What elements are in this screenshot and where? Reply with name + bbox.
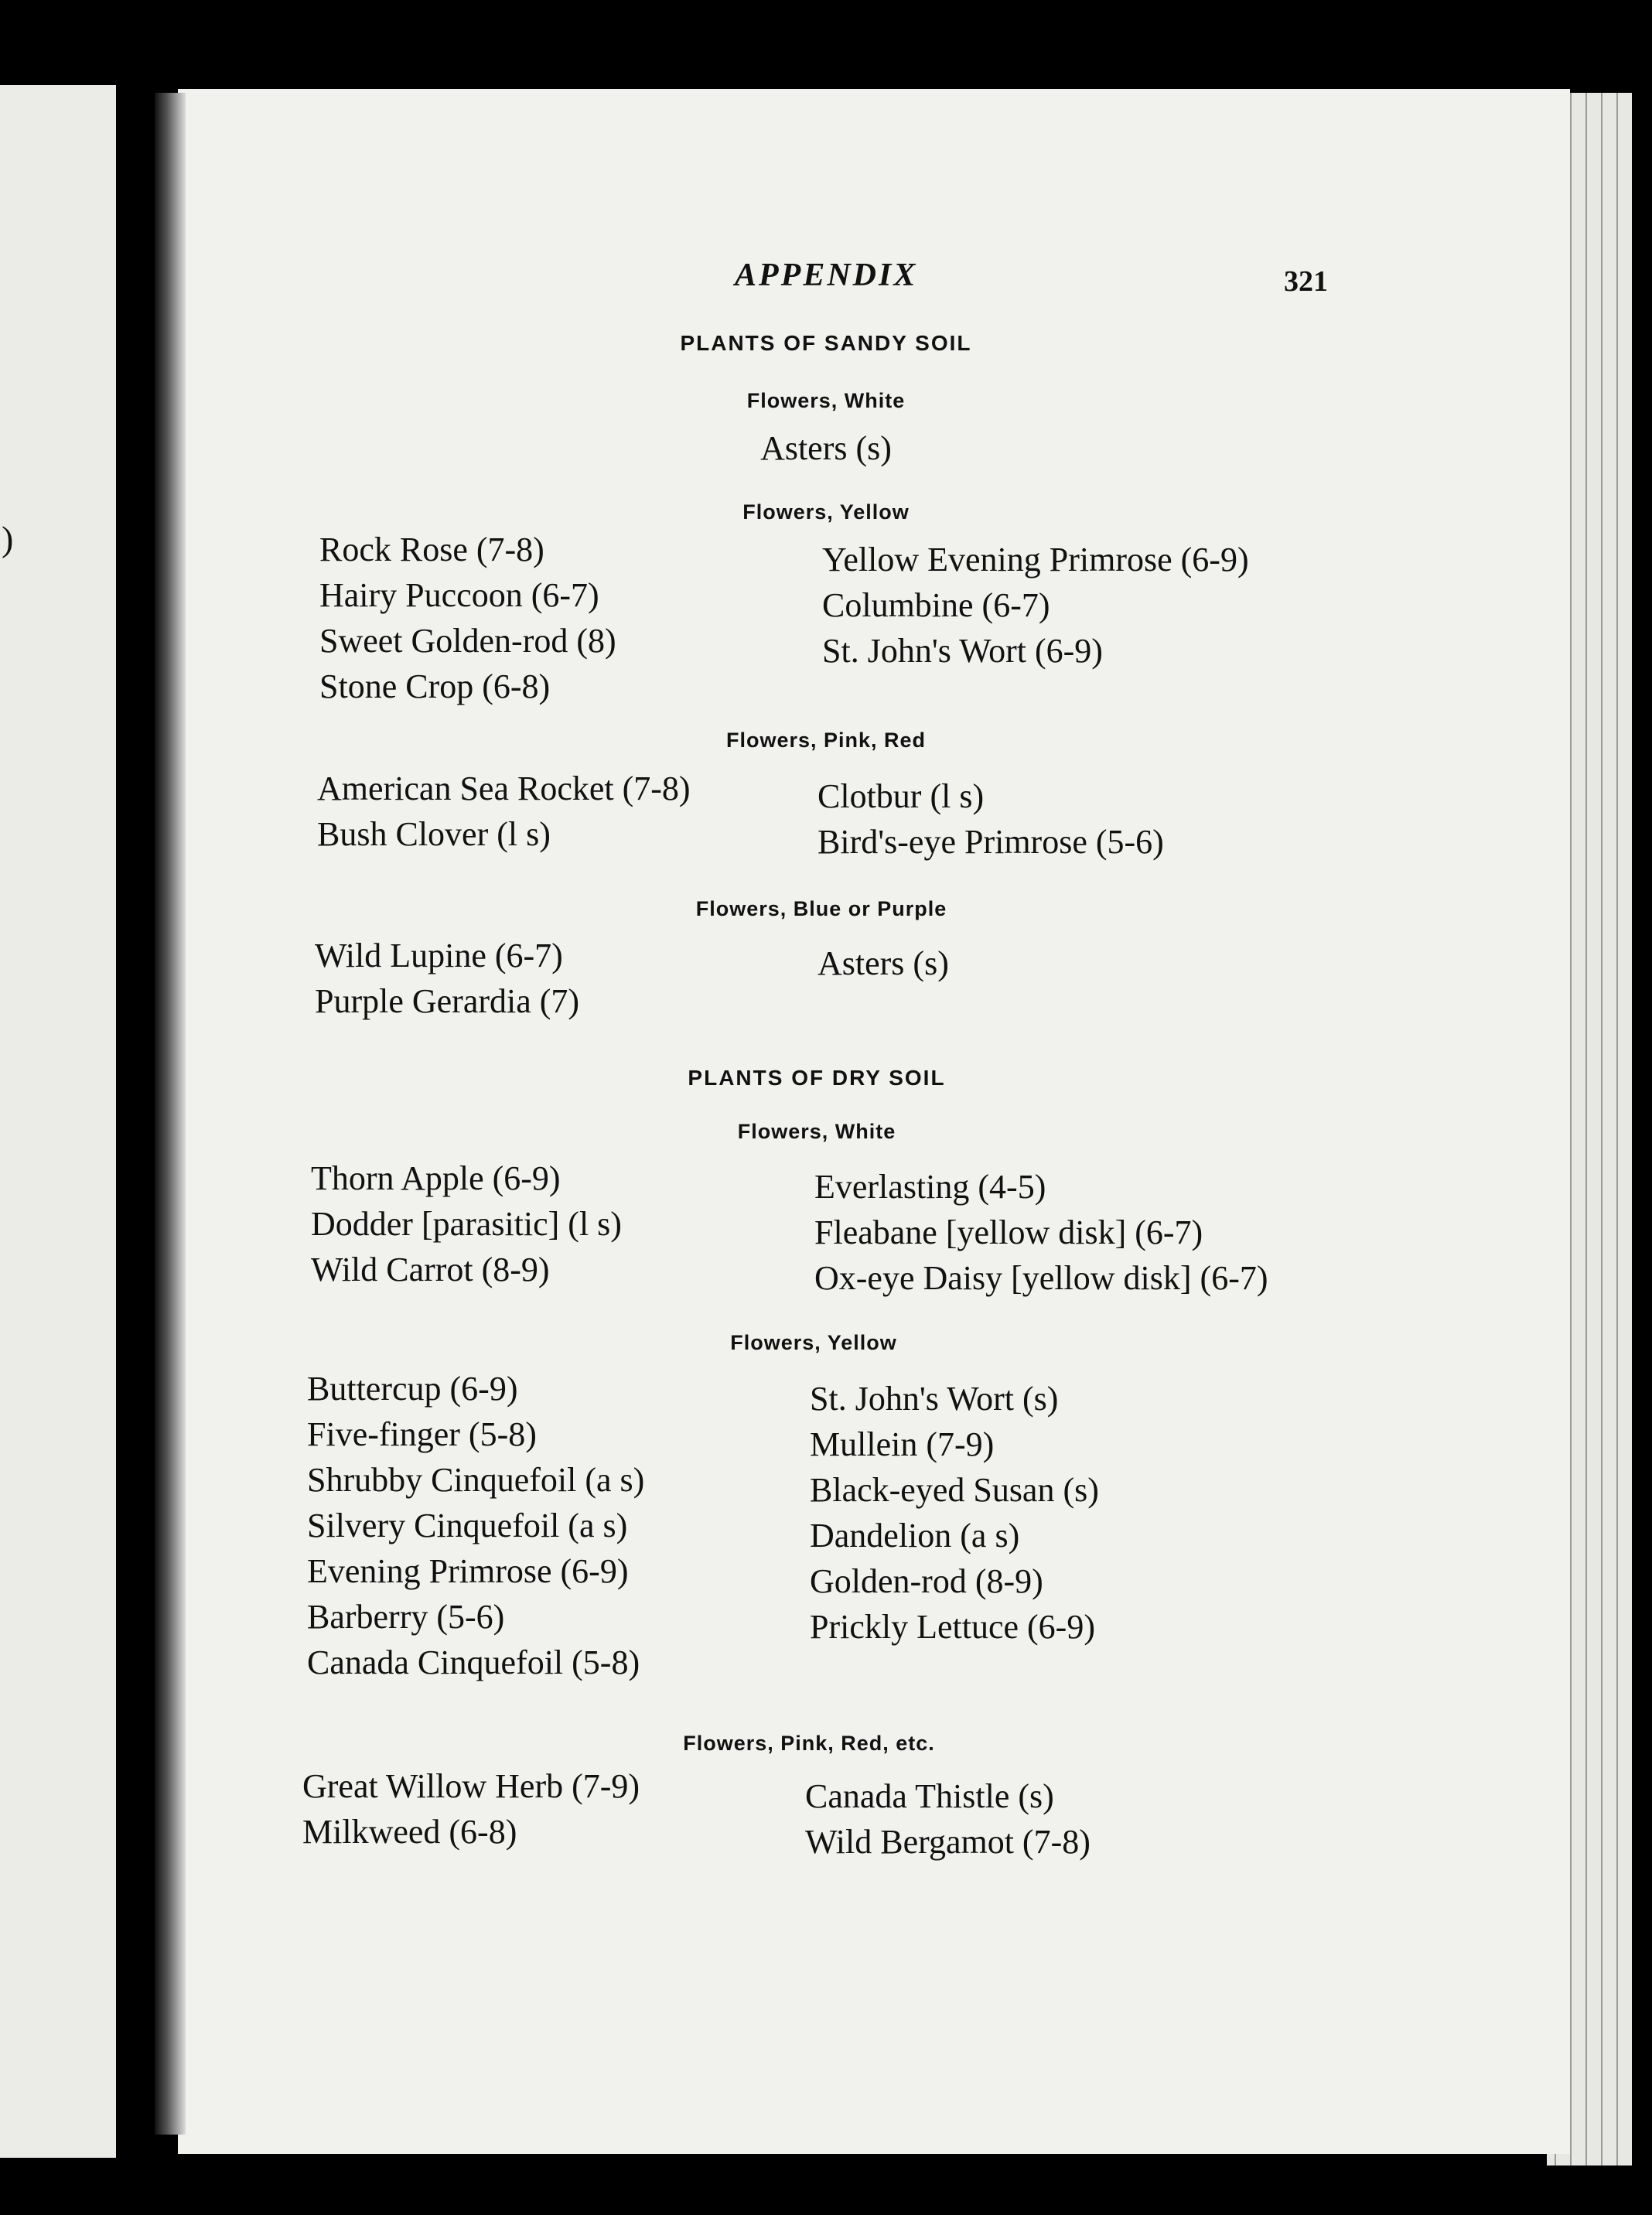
list-item: Bird's-eye Primrose (5-6) — [817, 823, 1164, 861]
list-item: Great Willow Herb (7-9) — [302, 1767, 640, 1805]
list-item: Yellow Evening Primrose (6-9) — [822, 541, 1249, 578]
list-sandy-blue-left — [315, 933, 579, 1024]
margin-fragment: ) — [2, 519, 14, 558]
list-item: Golden-rod (8-9) — [810, 1562, 1043, 1600]
list-item: Five-finger (5-8) — [307, 1415, 537, 1453]
section-title-sandy-soil: PLANTS OF SANDY SOIL — [680, 331, 972, 355]
running-header: APPENDIX — [735, 258, 918, 293]
list-sandy-yellow-right — [822, 537, 1249, 674]
list-item: Wild Bergamot (7-8) — [805, 1823, 1091, 1861]
list-dry-pink-right — [805, 1773, 1091, 1865]
list-item: Canada Cinquefoil (5-8) — [307, 1643, 640, 1681]
list-item: Mullein (7-9) — [810, 1425, 995, 1463]
subhead-sandy-blue: Flowers, Blue or Purple — [695, 897, 947, 920]
list-item: Shrubby Cinquefoil (a s) — [307, 1461, 645, 1499]
list-item: Barberry (5-6) — [307, 1598, 505, 1636]
list-item: Wild Carrot (8-9) — [311, 1251, 550, 1288]
list-item: Hairy Puccoon (6-7) — [319, 576, 599, 614]
list-item: Rock Rose (7-8) — [319, 531, 544, 568]
list-item: Evening Primrose (6-9) — [307, 1552, 629, 1590]
page-number: 321 — [1284, 265, 1328, 298]
subhead-dry-yellow: Flowers, Yellow — [730, 1331, 897, 1354]
list-item: Purple Gerardia (7) — [315, 982, 580, 1020]
book-spine — [155, 93, 186, 2135]
list-item: Dandelion (a s) — [810, 1517, 1020, 1555]
list-item: Bush Clover (l s) — [317, 815, 551, 853]
list-item: Canada Thistle (s) — [805, 1777, 1054, 1815]
list-item: Sweet Golden-rod (8) — [319, 622, 616, 660]
section-title-dry-soil: PLANTS OF DRY SOIL — [688, 1066, 946, 1090]
list-dry-white-left — [311, 1155, 622, 1292]
list-sandy-pink-left — [317, 766, 691, 857]
subhead-dry-pink: Flowers, Pink, Red, etc. — [683, 1732, 935, 1755]
list-item: Dodder [parasitic] (l s) — [311, 1205, 622, 1243]
list-item: Asters (s) — [817, 944, 949, 982]
list-item: Wild Lupine (6-7) — [315, 937, 563, 974]
list-item: Columbine (6-7) — [822, 586, 1050, 624]
left-page-edge — [0, 85, 116, 2158]
list-item: St. John's Wort (s) — [810, 1380, 1059, 1418]
list-dry-yellow-left — [307, 1366, 644, 1685]
subhead-sandy-yellow: Flowers, Yellow — [742, 500, 910, 524]
list-dry-pink-left — [302, 1763, 640, 1855]
list-item: Black-eyed Susan (s) — [810, 1471, 1099, 1509]
list-sandy-blue-right — [817, 940, 949, 986]
list-dry-white-right — [814, 1164, 1268, 1301]
list-item: Everlasting (4-5) — [814, 1168, 1046, 1206]
list-item: Buttercup (6-9) — [307, 1370, 518, 1408]
list-item: St. John's Wort (6-9) — [822, 632, 1103, 670]
entry-sandy-white: Asters (s) — [760, 429, 892, 467]
list-item: Stone Crop (6-8) — [319, 667, 551, 705]
list-item: Milkweed (6-8) — [302, 1813, 517, 1851]
list-item: Ox-eye Daisy [yellow disk] (6-7) — [814, 1259, 1268, 1297]
list-item: Fleabane [yellow disk] (6-7) — [814, 1213, 1203, 1251]
list-item: Clotbur (l s) — [817, 777, 985, 815]
list-item: Thorn Apple (6-9) — [311, 1159, 561, 1197]
subhead-dry-white: Flowers, White — [737, 1120, 896, 1143]
subhead-sandy-white: Flowers, White — [746, 389, 906, 412]
list-item: American Sea Rocket (7-8) — [317, 770, 691, 807]
list-item: Prickly Lettuce (6-9) — [810, 1608, 1095, 1646]
list-item: Silvery Cinquefoil (a s) — [307, 1507, 628, 1544]
subhead-sandy-pink: Flowers, Pink, Red — [725, 729, 927, 752]
list-sandy-yellow-left — [319, 527, 616, 709]
list-sandy-pink-right — [817, 773, 1164, 865]
list-dry-yellow-right — [810, 1376, 1099, 1650]
